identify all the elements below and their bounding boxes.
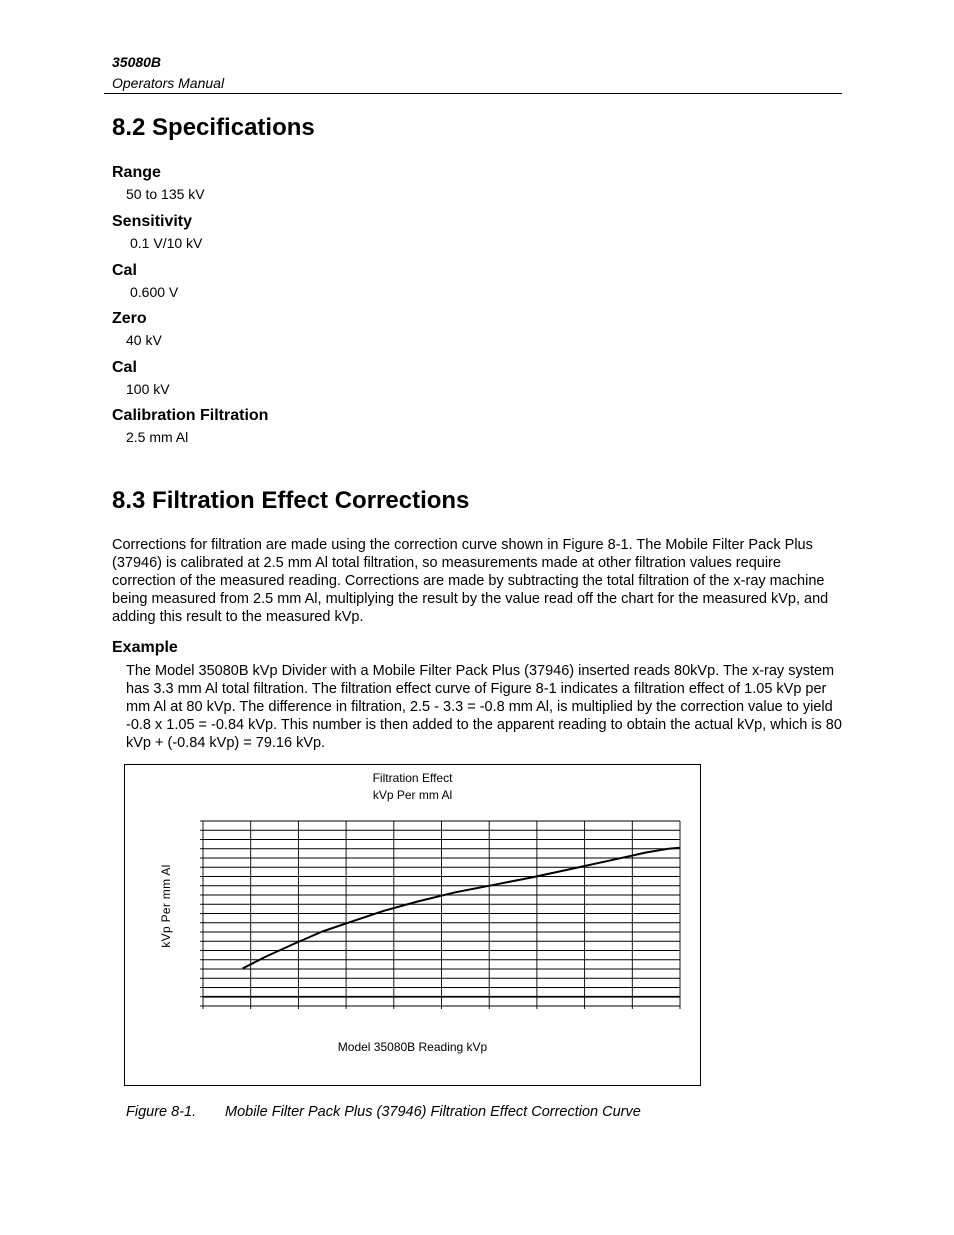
chart-x-axis-label: Model 35080B Reading kVp — [337, 1040, 488, 1054]
spec-value: 50 to 135 kV — [126, 186, 205, 202]
spec-zero — [112, 310, 612, 348]
spec-cal-kv — [112, 359, 612, 397]
example-title: Example — [112, 639, 178, 656]
figure-caption-text: Mobile Filter Pack Plus (37946) Filtration Effect Correction Curve — [225, 1104, 641, 1120]
spec-label: Sensitivity — [112, 213, 193, 230]
spec-range — [112, 164, 612, 202]
header-rule — [104, 93, 842, 94]
header-manual: Operators Manual — [112, 75, 225, 91]
spec-value: 0.1 V/10 kV — [130, 235, 203, 251]
filtration-body: Corrections for filtration are made using the correction curve shown in Figure 8-1. The Mobile Filter Pack Plus (37946) is calibrated at 2.5 mm Al total filtration, so measurements made at other filtration values require correction of the measured reading. Corrections are made by subtracting the total filtration of the x-ray machine being measured from 2.5 mm Al, multiplying the result by the value read off the chart for the measured kVp, and adding this result to the measured kVp. — [112, 537, 829, 625]
chart-plot — [125, 765, 700, 1085]
figure-number: Figure 8-1. — [126, 1104, 197, 1120]
spec-label: Zero — [112, 310, 147, 327]
header-model: 35080B — [112, 54, 162, 70]
chart-frame — [124, 764, 701, 1086]
spec-label: Range — [112, 164, 161, 181]
spec-sensitivity — [112, 213, 612, 251]
spec-value: 40 kV — [126, 332, 162, 348]
chart-subtitle: kVp Per mm Al — [372, 788, 453, 802]
spec-label: Cal — [112, 262, 137, 279]
specifications-title: 8.2 Specifications — [112, 114, 315, 141]
filtration-title: 8.3 Filtration Effect Corrections — [112, 487, 470, 514]
spec-cal-voltage — [112, 262, 612, 300]
spec-value: 100 kV — [126, 381, 170, 397]
spec-value: 0.600 V — [130, 284, 179, 300]
spec-label: Calibration Filtration — [112, 407, 269, 424]
example-body: The Model 35080B kVp Divider with a Mobile Filter Pack Plus (37946) inserted reads 80kVp. The x-ray system has 3.3 mm Al total filtration. The filtration effect curve of Figure 8-1 indicates a filtration effect of 1.05 kVp per mm Al at 80 kVp. The difference in filtration, 2.5 - 3.3 = -0.8 mm Al, is multiplied by the correction value to yield -0.8 x 1.05 = -0.84 kVp. This number is then added to the apparent reading to obtain the actual kVp, which is 80 kVp + (-0.84 kVp) = 79.16 kVp. — [126, 663, 842, 751]
figure-caption — [126, 1104, 641, 1120]
chart-title: Filtration Effect — [372, 771, 453, 785]
chart-y-axis-label: kVp Per mm Al — [159, 864, 173, 948]
spec-calibration-filtration — [112, 407, 612, 445]
spec-label: Cal — [112, 359, 137, 376]
spec-value: 2.5 mm Al — [126, 429, 189, 445]
